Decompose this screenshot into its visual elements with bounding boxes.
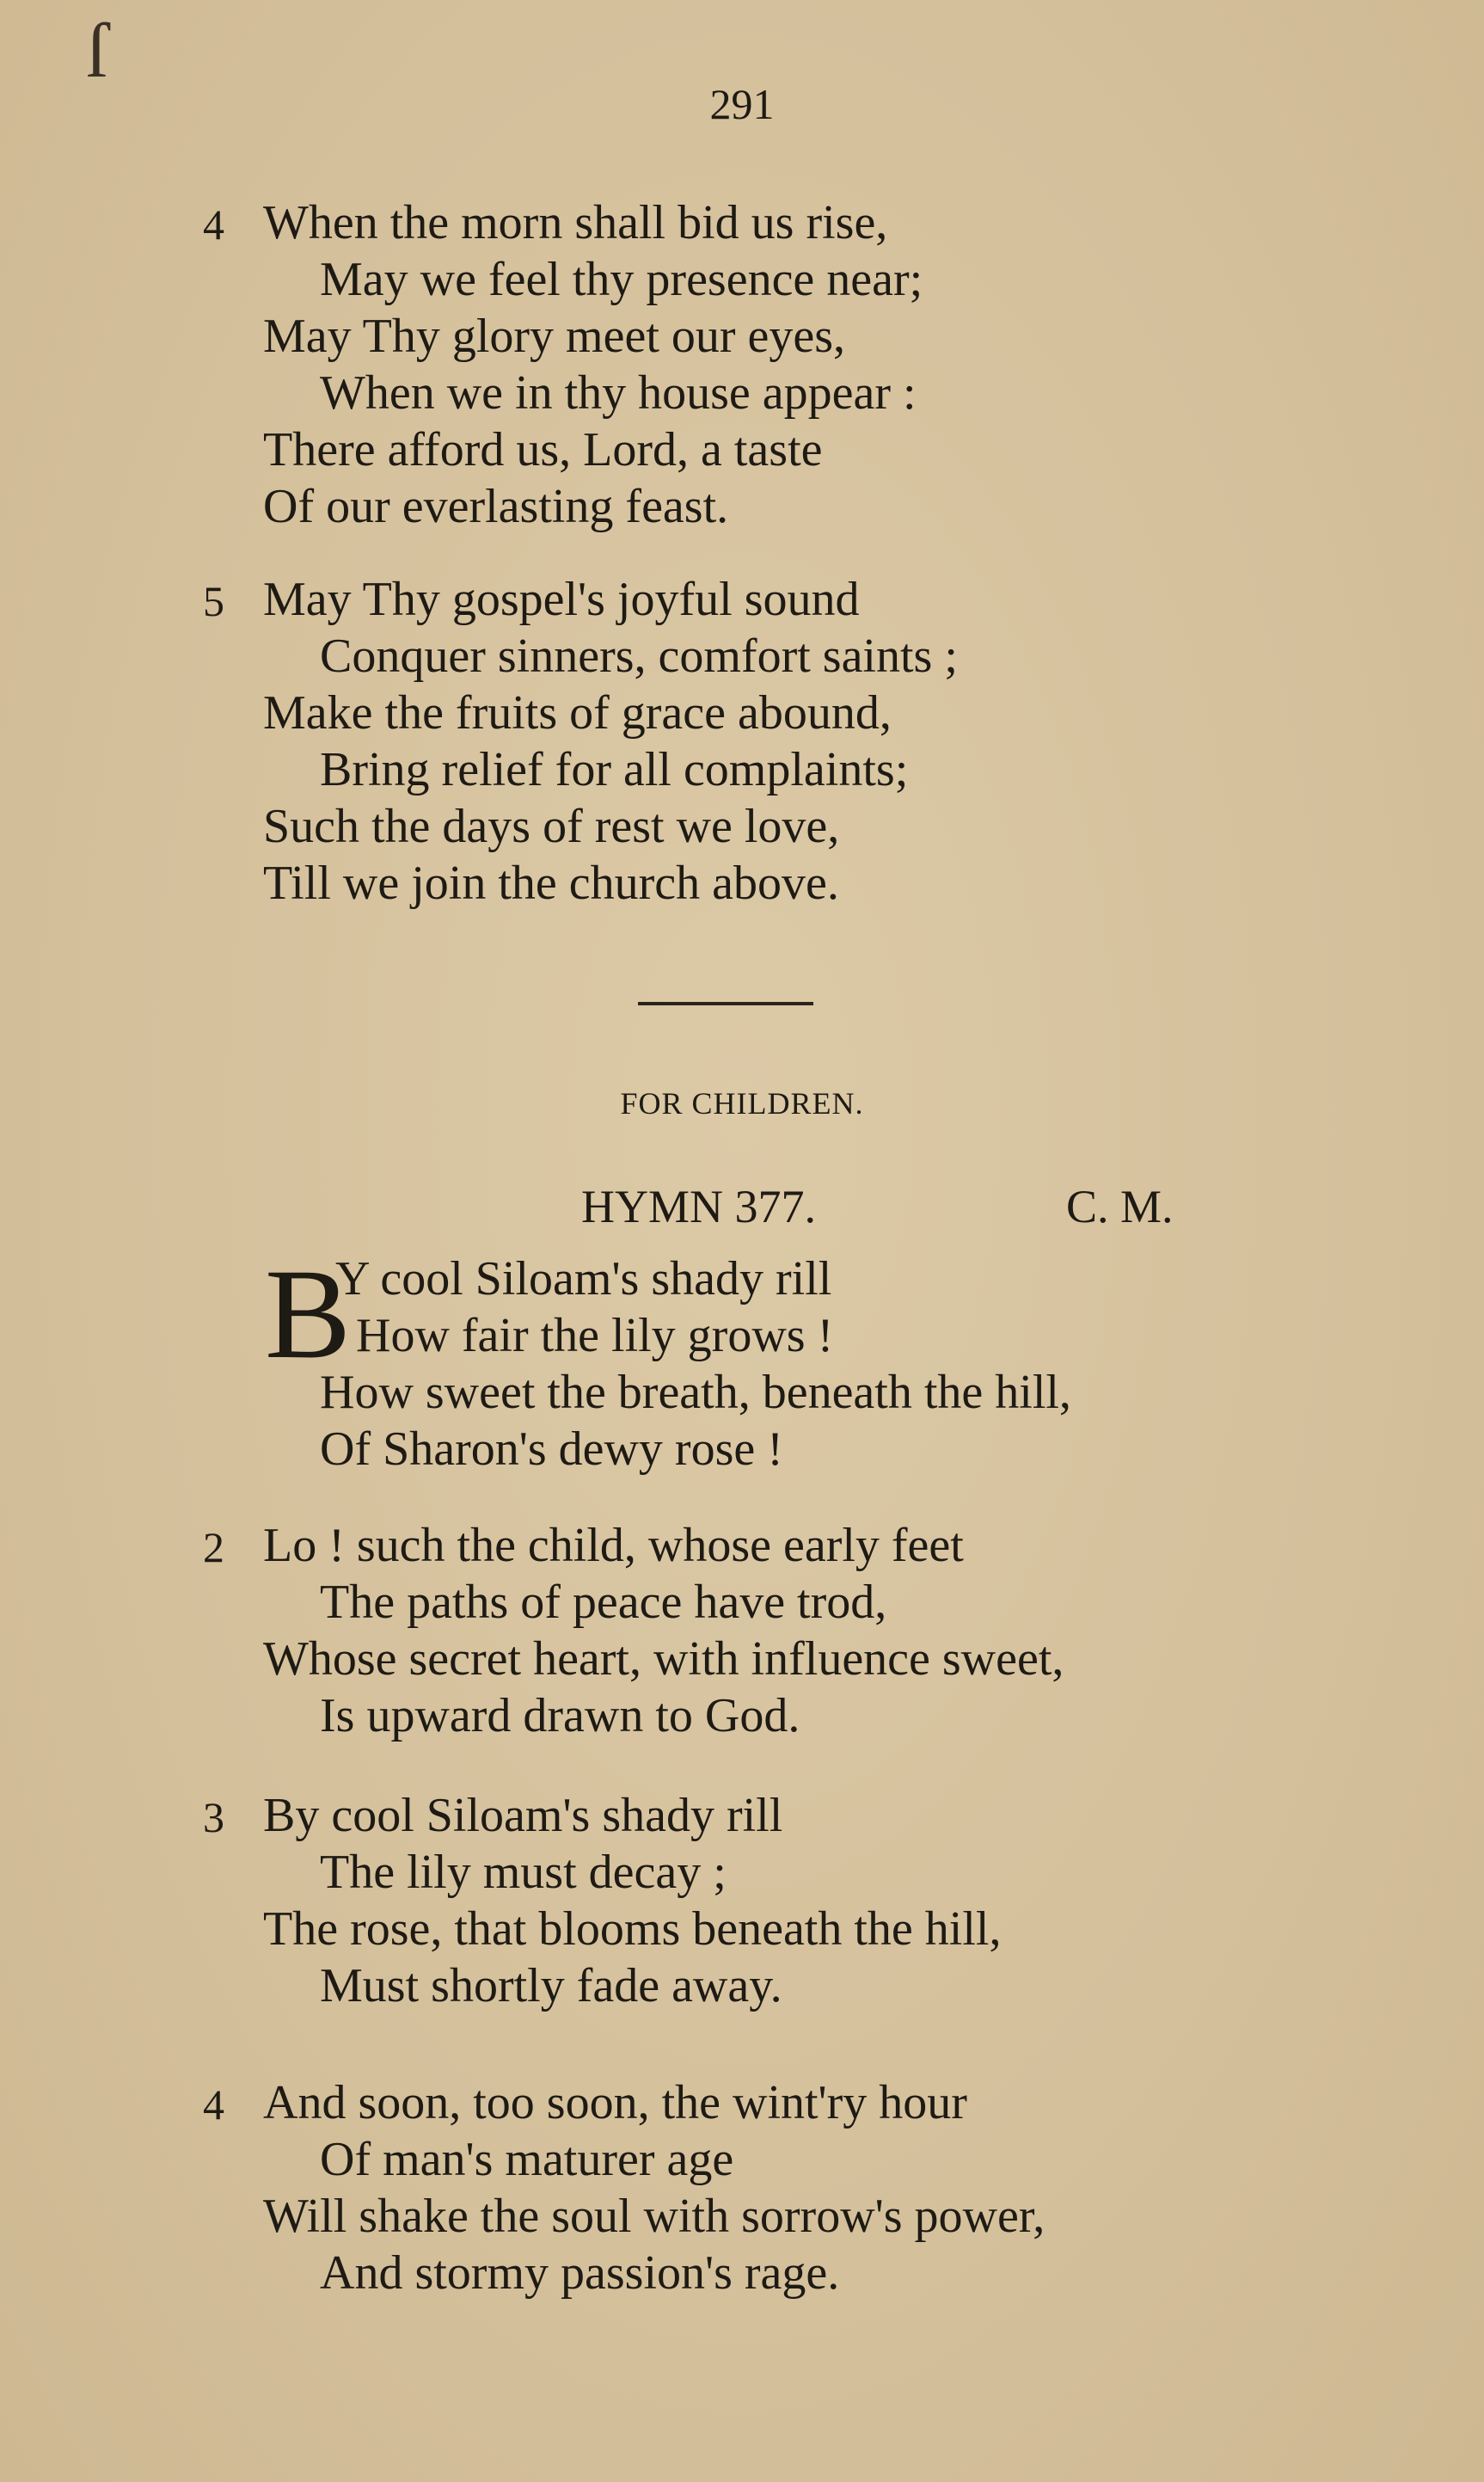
verse-line: Lo ! such the child, whose early feet xyxy=(263,1519,964,1572)
verse-line: The lily must decay ; xyxy=(320,1846,727,1899)
verse-line: Will shake the soul with sorrow's power, xyxy=(263,2190,1046,2243)
verse-line: The paths of peace have trod, xyxy=(320,1576,887,1629)
verse-line: Of Sharon's dewy rose ! xyxy=(320,1422,783,1476)
verse-line: When the morn shall bid us rise, xyxy=(263,196,888,249)
verse-line: Is upward drawn to God. xyxy=(320,1689,800,1742)
verse-line: Must shortly fade away. xyxy=(320,1959,782,2012)
verse-line: When we in thy house appear : xyxy=(320,366,917,420)
verse-line: And soon, too soon, the wint'ry hour xyxy=(263,2076,967,2129)
verse-line: How fair the lily grows ! xyxy=(356,1309,834,1362)
stanza-number: 2 xyxy=(203,1523,224,1571)
stanza-number: 3 xyxy=(203,1793,224,1841)
verse-line: Of man's maturer age xyxy=(320,2133,734,2186)
verse-line: May Thy glory meet our eyes, xyxy=(263,310,846,363)
verse-line: May Thy gospel's joyful sound xyxy=(263,573,860,626)
verse-line: Bring relief for all complaints; xyxy=(320,743,909,796)
margin-mark: ſ xyxy=(86,9,108,94)
hymn-title: HYMN 377. xyxy=(581,1181,817,1232)
verse-line: Conquer sinners, comfort saints ; xyxy=(320,630,958,683)
section-divider xyxy=(638,1002,813,1005)
verse-line: Y cool Siloam's shady rill xyxy=(335,1252,832,1306)
verse-line: Of our everlasting feast. xyxy=(263,480,729,533)
verse-line: There afford us, Lord, a taste xyxy=(263,423,823,476)
verse-line: By cool Siloam's shady rill xyxy=(263,1789,783,1842)
stanza-number: 5 xyxy=(203,577,224,625)
stanza-number: 4 xyxy=(203,2080,224,2129)
verse-line: Till we join the church above. xyxy=(263,857,839,910)
verse-line: Whose secret heart, with influence sweet, xyxy=(263,1632,1064,1686)
verse-line: The rose, that blooms beneath the hill, xyxy=(263,1902,1002,1956)
verse-line: Make the fruits of grace abound, xyxy=(263,686,892,740)
page-number: 291 xyxy=(709,80,775,128)
drop-cap: B xyxy=(265,1243,352,1385)
section-title: FOR CHILDREN. xyxy=(620,1086,864,1121)
verse-line: May we feel thy presence near; xyxy=(320,253,923,306)
verse-line: How sweet the breath, beneath the hill, xyxy=(320,1366,1071,1419)
stanza-number: 4 xyxy=(203,200,224,249)
verse-line: And stormy passion's rage. xyxy=(320,2246,840,2300)
verse-line: Such the days of rest we love, xyxy=(263,800,840,853)
hymn-meter: C. M. xyxy=(1066,1181,1174,1232)
